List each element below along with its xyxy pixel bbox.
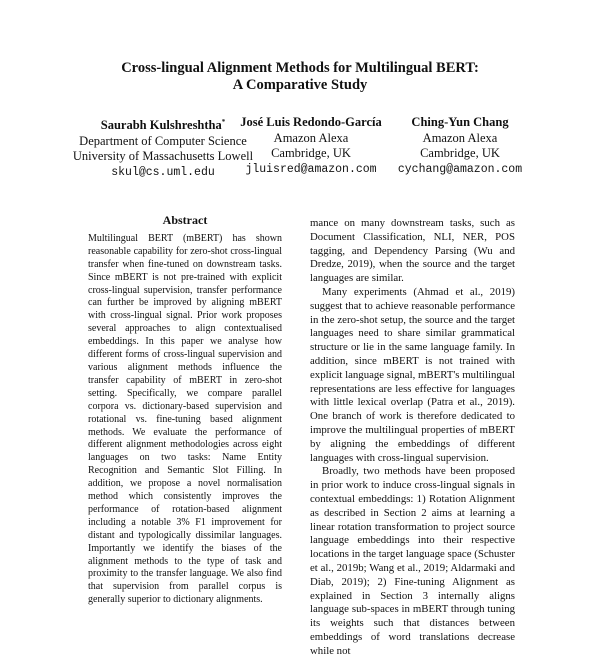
author-name: Saurabh Kulshreshtha: [100, 118, 222, 133]
author-affiliation: Amazon Alexa: [273, 130, 349, 145]
author-email: cychang@amazon.com: [397, 162, 523, 176]
author-affiliation: Department of Computer Science: [79, 133, 247, 148]
author-2: [226, 115, 396, 177]
author-affiliation: University of Massachusetts Lowell: [72, 149, 254, 164]
author-affiliation: Amazon Alexa: [422, 130, 498, 145]
abstract-column: [88, 214, 282, 607]
author-affiliation: Cambridge, UK: [420, 146, 500, 160]
author-email: jluisred@amazon.com: [245, 162, 377, 176]
title-line-1: Cross-lingual Alignment Methods for Multilingual BERT:: [121, 60, 479, 76]
body-paragraph: Broadly, two methods have been proposed in prior work to induce cross-lingual signals in contextual embeddings: 1) Rotation Alignment as described in Section 2 aims at learning a linear rotation transformation to project source language embeddings into their respective locations in the target language space (Schuster et al., 2019b; Wang et al., 2019; Aldarmaki and Diab, 2019); 2) Fine-tuning Alignment as explained in Section 3 internally aligns language sub-spaces in mBERT through tuning its weights such that distances between embeddings of word translations decrease while not: [310, 465, 515, 657]
abstract-text: Multilingual BERT (mBERT) has shown reasonable capability for zero-shot cross-lingual transfer when fine-tuned on downstream tasks. Since mBERT is not pre-trained with explicit cross-lingual supervision, transfer performance can further be improved by aligning mBERT with cross-lingual signal. Prior work proposes several approaches to align contextualised embeddings. In this paper we analyse how different forms of cross-lingual supervision and various alignment methods influence the transfer capability of mBERT in zero-shot setting. Specifically, we compare parallel corpora vs. dictionary-based supervision and rotational vs. fine-tuning based alignment methods. We evaluate the performance of different alignment methodologies across eight languages on two tasks: Name Entity Recognition and Semantic Slot Filling. In addition, we propose a novel normalisation method which consistently improves the performance of rotation-based alignment including a notable 3% F1 improvement for distant and typologically dissimilar languages. Importantly we identify the biases of the alignment methods to the type of task and proximity to the transfer language. We also find that supervision from parallel corpus is generally superior to dictionary alignments.: [88, 232, 282, 606]
author-name: José Luis Redondo-García: [240, 115, 382, 129]
author-mark: *: [221, 118, 226, 126]
author-3: [380, 115, 540, 177]
body-paragraph: Many experiments (Ahmad et al., 2019) suggest that to achieve reasonable performance in the zero-shot setup, the source and the target languages need to share similar grammatical structure or lie in the same language family. In addition, since mBERT is not trained with explicit language signal, mBERT's multilingual representations are less effective for languages with little lexical overlap (Patra et al., 2019). One branch of work is therefore dedicated to improve the multilingual properties of mBERT by aligning the embeddings of different languages with cross-lingual supervision.: [310, 285, 515, 464]
body-paragraph: mance on many downstream tasks, such as Document Classification, NLI, NER, POS tagging, and Dependency Parsing (Wu and Dredze, 2019), when the source and the target languages are similar.: [310, 217, 515, 285]
paper-title: [0, 60, 600, 94]
body-column: [310, 217, 515, 659]
author-name: Ching-Yun Chang: [411, 115, 509, 129]
author-email: skul@cs.uml.edu: [111, 165, 215, 179]
title-line-2: A Comparative Study: [232, 77, 368, 93]
abstract-heading: Abstract: [162, 213, 208, 227]
author-affiliation: Cambridge, UK: [271, 146, 351, 160]
